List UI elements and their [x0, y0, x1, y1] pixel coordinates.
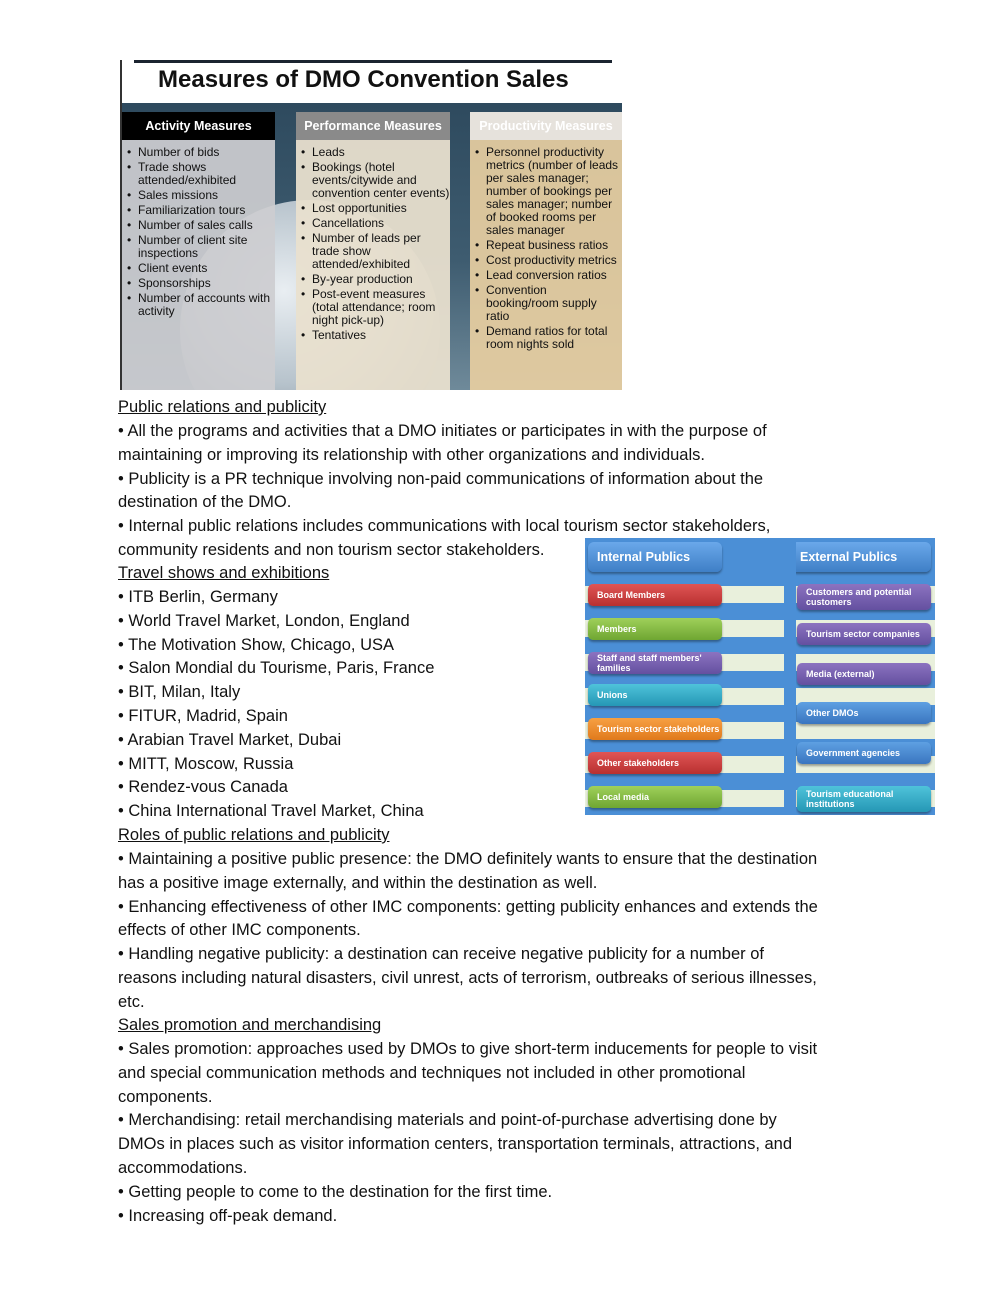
measure-item: • Number of accounts with activity	[138, 292, 275, 318]
section-heading-roles: Roles of public relations and publicity	[118, 826, 390, 844]
text-line: has a positive image externally, and within the destination as well.	[118, 873, 598, 892]
text-line: • Publicity is a PR technique involving non-paid communications of information about the	[118, 469, 764, 488]
external-public-item: Tourism sector companies	[797, 623, 931, 645]
measure-item: • Trade shows attended/exhibited	[138, 161, 275, 187]
measure-item: • By-year production	[312, 273, 450, 286]
figure-top-rule	[134, 60, 612, 63]
text-line: • China International Travel Market, China	[118, 802, 424, 821]
measure-item: • Post-event measures (total attendance; room night pick-up)	[312, 288, 450, 327]
external-publics-header: External Publics	[791, 542, 931, 572]
section-heading-sales: Sales promotion and merchandising	[118, 1016, 382, 1034]
text-line: • Rendez-vous Canada	[118, 778, 288, 797]
measure-item: • Client events	[138, 262, 275, 275]
internal-public-item: Local media	[588, 786, 722, 808]
text-line: accommodations.	[118, 1159, 248, 1177]
external-public-item: Customers and potential customers	[797, 584, 931, 610]
external-public-item: Other DMOs	[797, 702, 931, 724]
text-line: • Arabian Travel Market, Dubai	[118, 730, 342, 749]
internal-public-item: Tourism sector stakeholders	[588, 718, 722, 740]
measures-list	[296, 146, 450, 342]
internal-public-item: Staff and staff members' families	[588, 652, 722, 674]
figure-title: Measures of DMO Convention Sales	[158, 66, 569, 93]
text-line: • The Motivation Show, Chicago, USA	[118, 635, 395, 654]
measure-item: • Cancellations	[312, 217, 450, 230]
activity-measures-column	[122, 112, 275, 390]
text-line: community residents and non tourism sector stakeholders.	[118, 541, 545, 559]
measure-item: • Cost productivity metrics	[486, 254, 622, 267]
measure-item: • Convention booking/room supply ratio	[486, 284, 622, 323]
measure-item: • Number of bids	[138, 146, 275, 159]
measure-item: • Number of sales calls	[138, 219, 275, 232]
text-line: • ITB Berlin, Germany	[118, 588, 278, 606]
measure-item: • Demand ratios for total room nights sold	[486, 325, 622, 351]
text-line: reasons including natural disasters, civil unrest, acts of terrorism, outbreaks of serious illnesses,	[118, 969, 817, 987]
measures-list	[470, 146, 622, 351]
text-line: • Salon Mondial du Tourisme, Paris, France	[118, 659, 435, 678]
measure-item: • Personnel productivity metrics (number of leads per sales manager; number of bookings per sales manager; number of booked rooms per sales manager	[486, 146, 622, 237]
text-line: • Merchandising: retail merchandising materials and point-of-purchase advertising done by	[118, 1111, 777, 1130]
measure-item: • Familiarization tours	[138, 204, 275, 217]
measure-item: • Lost opportunities	[312, 202, 450, 215]
text-line: destination of the DMO.	[118, 493, 292, 512]
measure-item: • Number of leads per trade show attended/exhibited	[312, 232, 450, 271]
measure-item: • Tentatives	[312, 329, 450, 342]
text-line: • World Travel Market, London, England	[118, 611, 410, 630]
external-public-item: Media (external)	[797, 663, 931, 685]
text-line: • All the programs and activities that a DMO initiates or participates in with the purpose of	[118, 422, 767, 440]
external-public-item: Tourism educational institutions	[797, 786, 931, 812]
performance-measures-column	[296, 112, 450, 390]
diagram-divider	[784, 538, 796, 815]
internal-public-item: Members	[588, 618, 722, 640]
internal-publics-header: Internal Publics	[588, 542, 722, 572]
text-line: • MITT, Moscow, Russia	[118, 754, 294, 773]
internal-public-item: Board Members	[588, 584, 722, 606]
measure-item: • Sponsorships	[138, 277, 275, 290]
column-header: Activity Measures	[122, 112, 275, 140]
text-line: • Maintaining a positive public presence: the DMO definitely wants to ensure that the destination	[118, 850, 818, 868]
text-line: • Increasing off-peak demand.	[118, 1206, 338, 1225]
section-heading-pr: Public relations and publicity	[118, 398, 327, 416]
column-header: Productivity Measures	[470, 112, 622, 140]
internal-public-item: Unions	[588, 684, 722, 706]
measure-item: • Number of client site inspections	[138, 234, 275, 260]
text-line: DMOs in places such as visitor information centers, transportation terminals, attractions, and	[118, 1135, 793, 1154]
text-line: • BIT, Milan, Italy	[118, 683, 241, 702]
productivity-measures-column	[470, 112, 622, 390]
text-line: maintaining or improving its relationship with other organizations and individuals.	[118, 445, 705, 464]
measure-item: • Bookings (hotel events/citywide and convention center events)	[312, 161, 450, 200]
measure-item: • Sales missions	[138, 189, 275, 202]
measures-list	[122, 146, 275, 318]
text-line: • FITUR, Madrid, Spain	[118, 707, 288, 725]
text-line: • Handling negative publicity: a destination can receive negative publicity for a number of	[118, 945, 764, 964]
text-line: and special communication methods and techniques not included in other promotional	[118, 1063, 746, 1082]
text-line: • Sales promotion: approaches used by DMOs to give short-term inducements for people to visit	[118, 1040, 818, 1058]
publics-diagram	[585, 538, 935, 815]
measure-item: • Leads	[312, 146, 450, 159]
dmo-measures-figure	[120, 60, 622, 390]
external-public-item: Government agencies	[797, 742, 931, 764]
text-line: • Enhancing effectiveness of other IMC components: getting publicity enhances and extends the	[118, 897, 818, 916]
text-line: • Internal public relations includes communications with local tourism sector stakeholders,	[118, 517, 771, 536]
text-line: components.	[118, 1087, 213, 1106]
measure-item: • Repeat business ratios	[486, 239, 622, 252]
text-line: • Getting people to come to the destination for the first time.	[118, 1182, 553, 1201]
measure-item: • Lead conversion ratios	[486, 269, 622, 282]
text-line: etc.	[118, 992, 145, 1011]
column-header: Performance Measures	[296, 112, 450, 140]
internal-public-item: Other stakeholders	[588, 752, 722, 774]
section-heading-shows: Travel shows and exhibitions	[118, 564, 330, 582]
text-line: effects of other IMC components.	[118, 921, 361, 940]
